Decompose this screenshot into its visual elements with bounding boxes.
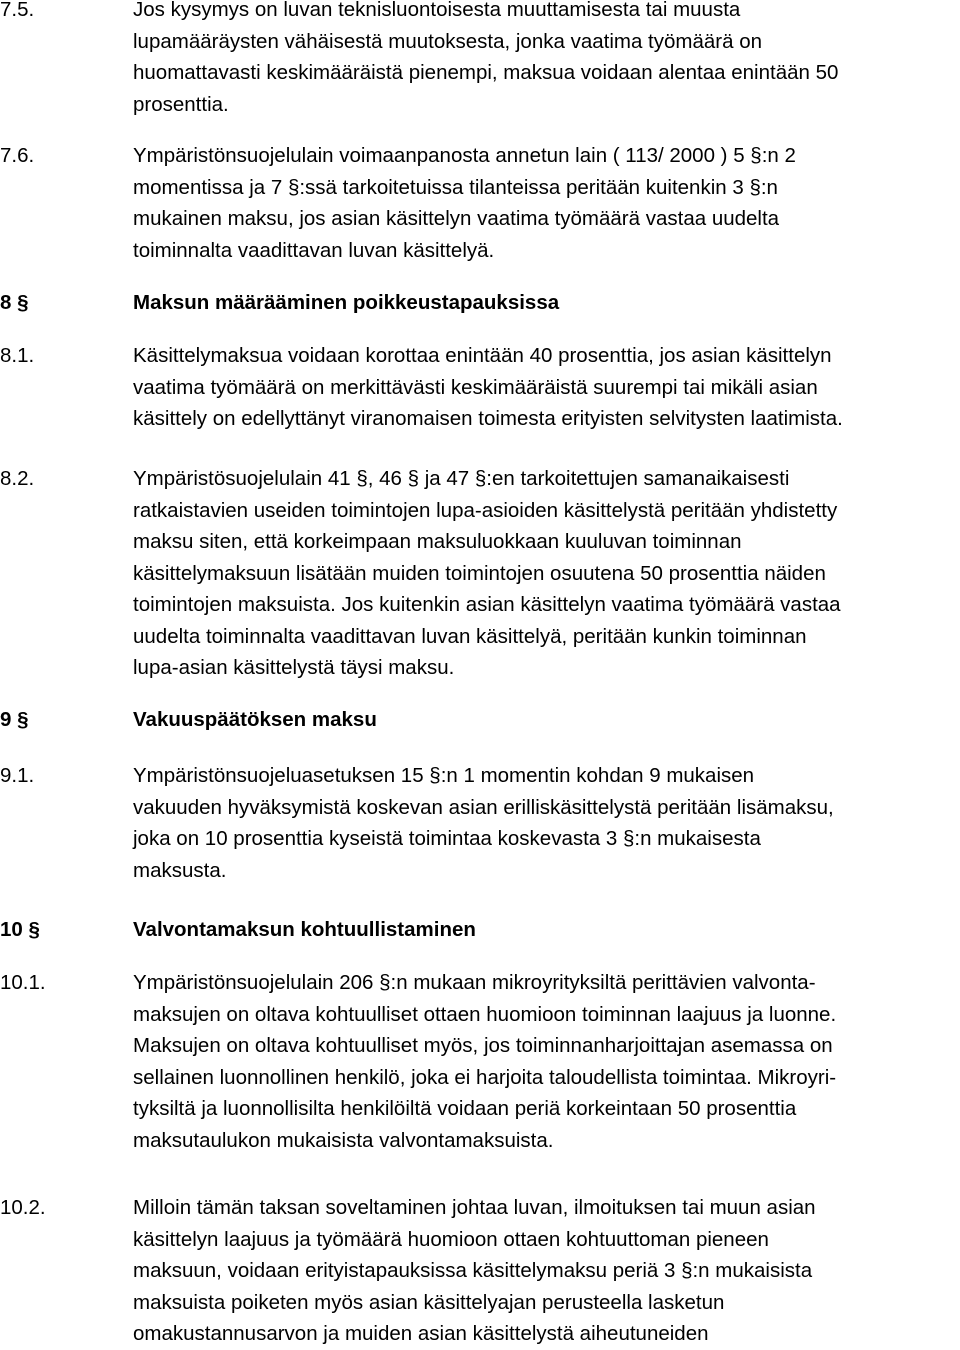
text-line: maksutaulukon mukaisista valvontamaksuista.: [133, 1128, 554, 1152]
text-line: maksujen on oltava kohtuulliset ottaen huomioon toiminnan laajuus ja luonne.: [133, 1002, 837, 1026]
section-number: 7.6.: [0, 144, 35, 167]
heading-number: 8 §: [0, 291, 29, 314]
section-number: 7.5.: [0, 0, 35, 21]
text-line: Maksujen on oltava kohtuulliset myös, jos toiminnanharjoittajan asemassa on: [133, 1034, 833, 1057]
text-line: sellainen luonnollinen henkilö, joka ei harjoita taloudellista toimintaa. Mikroyri-: [133, 1065, 837, 1089]
text-line: vaatima työmäärä on merkittävästi keskimääräistä suurempi tai mikäli asian: [133, 375, 818, 399]
text-line: lupa-asian käsittelystä täysi maksu.: [133, 656, 455, 679]
text-line: toimintojen maksuista. Jos kuitenkin asian käsittelyn vaatima työmäärä vastaa: [133, 593, 841, 616]
heading-title: [133, 287, 960, 319]
text-line: uudelta toiminnalta vaadittavan luvan käsittelyä, peritään kunkin toiminnan: [133, 624, 807, 648]
text-line: Jos kysymys on luvan teknisluontoisesta muuttamisesta tai muusta: [133, 0, 741, 21]
text-line: Käsittelymaksua voidaan korottaa enintään 40 prosenttia, jos asian käsittelyn: [133, 344, 832, 367]
section-text: [133, 967, 960, 1156]
section-text: [133, 0, 960, 120]
heading-text: Maksun määrääminen poikkeustapauksissa: [133, 291, 560, 314]
text-line: Ympäristösuojelulain 41 §, 46 § ja 47 §:en tarkoitettujen samanaikaisesti: [133, 467, 790, 490]
text-line: toiminnalta vaadittavan luvan käsittelyä.: [133, 238, 495, 262]
text-line: omakustannusarvon ja muiden asian käsittelystä aiheutuneiden: [133, 1322, 709, 1345]
section-text: [133, 1192, 960, 1350]
section-text: [133, 463, 960, 684]
text-line: mukainen maksu, jos asian käsittelyn vaatima työmäärä vastaa uudelta: [133, 207, 780, 230]
text-line: maksusta.: [133, 858, 227, 882]
text-line: käsittelyn laajuus ja työmäärä huomioon ottaen kohtuuttoman pieneen: [133, 1227, 769, 1251]
heading-title: [133, 914, 960, 946]
heading-number: 9 §: [0, 708, 29, 731]
text-line: maksuista poiketen myös asian käsittelyajan perusteella lasketun: [133, 1290, 725, 1314]
text-line: Ympäristönsuojelulain 206 §:n mukaan mikroyrityksiltä perittävien valvonta-: [133, 971, 816, 994]
heading-text: Vakuuspäätöksen maksu: [133, 708, 377, 731]
text-line: joka on 10 prosenttia kyseistä toimintaa koskevasta 3 §:n mukaisesta: [133, 827, 761, 850]
section-text: [133, 140, 960, 266]
text-line: tyksiltä ja luonnollisilta henkilöiltä voidaan periä korkeintaan 50 prosenttia: [133, 1097, 797, 1120]
heading-number: 10 §: [0, 918, 40, 941]
text-line: momentissa ja 7 §:ssä tarkoitetuissa tilanteissa peritään kuitenkin 3 §:n: [133, 175, 778, 199]
text-line: Ympäristönsuojeluasetuksen 15 §:n 1 momentin kohdan 9 mukaisen: [133, 764, 755, 787]
text-line: maksuun, voidaan erityistapauksissa käsittelymaksu periä 3 §:n mukaisista: [133, 1259, 813, 1282]
text-line: lupamääräysten vähäisestä muutoksesta, jonka vaatima työmäärä on: [133, 29, 763, 53]
section-number: 10.2.: [0, 1196, 46, 1219]
text-line: vakuuden hyväksymistä koskevan asian erilliskäsittelystä peritään lisämaksu,: [133, 795, 834, 819]
heading-title: [133, 704, 960, 736]
text-line: huomattavasti keskimääräistä pienempi, maksua voidaan alentaa enintään 50: [133, 61, 839, 84]
text-line: prosenttia.: [133, 92, 229, 116]
text-line: ratkaistavien useiden toimintojen lupa-asioiden käsittelystä peritään yhdistetty: [133, 498, 838, 522]
section-number: 9.1.: [0, 764, 35, 787]
text-line: käsittelymaksuun lisätään muiden toimintojen osuutena 50 prosenttia näiden: [133, 561, 826, 585]
section-text: [133, 760, 960, 886]
heading-text: Valvontamaksun kohtuullistaminen: [133, 918, 476, 941]
section-number: 8.2.: [0, 467, 35, 490]
section-number: 10.1.: [0, 971, 46, 994]
text-line: käsittely on edellyttänyt viranomaisen toimesta erityisten selvitysten laatimista.: [133, 407, 843, 430]
section-text: [133, 340, 960, 435]
text-line: maksu siten, että korkeimpaan maksuluokkaan kuuluvan toiminnan: [133, 530, 742, 553]
text-line: Milloin tämän taksan soveltaminen johtaa luvan, ilmoituksen tai muun asian: [133, 1196, 816, 1219]
section-number: 8.1.: [0, 344, 35, 367]
text-line: Ympäristönsuojelulain voimaanpanosta annetun lain ( 113/ 2000 ) 5 §:n 2: [133, 144, 796, 167]
